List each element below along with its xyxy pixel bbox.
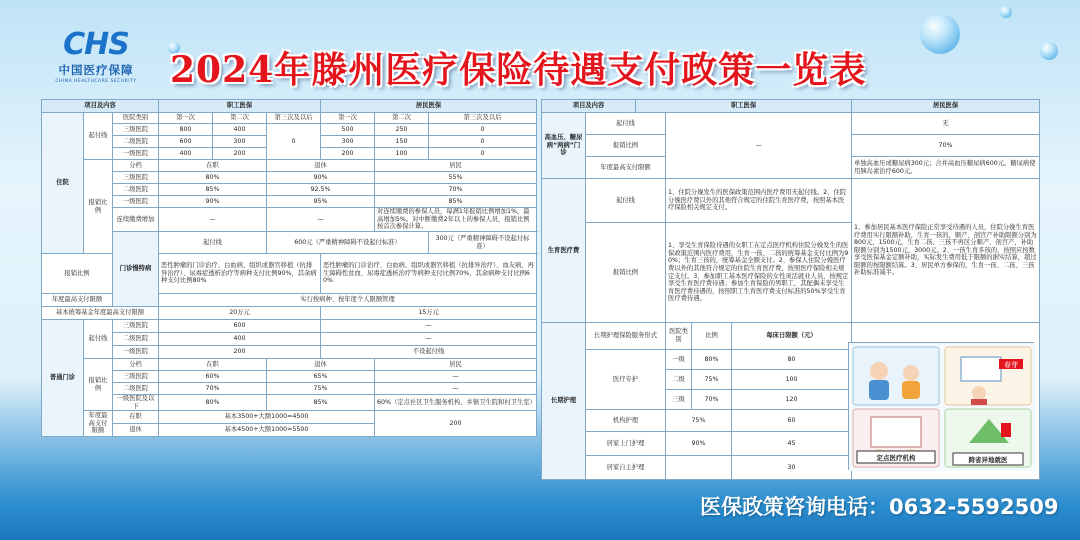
bubble-decoration <box>1040 42 1058 60</box>
dual-max-label: 年度最高支付限额 <box>586 157 666 179</box>
level-cell: 二级医院 <box>113 333 159 346</box>
chs-logo <box>46 27 146 90</box>
hdr-employee: 职工医保 <box>636 100 852 113</box>
value-cell: 65% <box>267 371 375 383</box>
split-level: 分档 <box>113 359 159 371</box>
split-retired: 退休 <box>267 160 375 172</box>
continuous-resident-text: 对连续缴费的参保人员，每满1年报销比例增加1%，最高增加5%。对中断缴费2年以上的参保人员，报销比例按首次参保计算。 <box>375 208 537 232</box>
hdr-resident: 居民医保 <box>321 100 537 113</box>
ltc-level: 二级 <box>666 370 692 390</box>
value-cell: 400 <box>159 148 213 160</box>
value-cell: 70% <box>375 184 537 196</box>
general-deductible-label: 起付线 <box>84 320 113 359</box>
value-cell: 200 <box>159 346 321 359</box>
ltc-home-label: 居家上门护理 <box>586 432 666 456</box>
chronic-ratio-label: 报销比例 <box>42 254 113 294</box>
value-cell: 250 <box>375 124 429 136</box>
fund-max-res: 15万元 <box>321 307 537 320</box>
split-level: 分档 <box>113 160 159 172</box>
max-value: 基本4500+大额1000=5500 <box>159 424 375 437</box>
left-policy-table <box>41 99 537 437</box>
chronic-label: 门诊慢特病 <box>113 232 159 307</box>
ltc-ratio: 75% <box>692 370 732 390</box>
level-cell: 三级医院 <box>113 172 159 184</box>
inpatient-deductible-label: 起付线 <box>84 113 113 160</box>
ltc-ratio-header: 比例 <box>692 323 732 350</box>
value-cell: 0 <box>429 148 537 160</box>
ltc-level: 一级 <box>666 350 692 370</box>
ltc-home-quota: 45 <box>732 432 852 456</box>
level-cell: 一级医院 <box>113 196 159 208</box>
chronic-max-value: 实行按病种、按年度个人限额管理 <box>159 294 537 307</box>
dual-ratio-res: 70% <box>852 135 1040 157</box>
logo-cn: 中国医疗保障 <box>58 63 134 77</box>
value-cell: 150 <box>375 136 429 148</box>
level-cell: 二级医院 <box>113 383 159 395</box>
logo-en: CHINA HEALTHCARE SECURITY <box>55 79 137 84</box>
dual-deductible-res: 无 <box>852 113 1040 135</box>
chronic-deductible-emp: 600元（严重精神障碍不设起付标准） <box>267 232 429 254</box>
value-cell: — <box>375 383 537 395</box>
illu-sign: 定点医疗机构 <box>876 454 916 462</box>
ltc-self-quota: 30 <box>732 456 852 480</box>
level-cell: 二级医院 <box>113 136 159 148</box>
ltc-quota: 120 <box>732 390 852 410</box>
birth-deductible-emp: 1、住院分娩发生的医保政策范围内医疗费用无起付线。2、住院分娩医疗费以外的其他符合规定的住院生育医疗费，按照基本医疗保险相关规定支付。 <box>666 179 852 223</box>
value-cell: 0 <box>429 124 537 136</box>
value-cell: 300 <box>321 136 375 148</box>
col-level: 医院类别 <box>113 113 159 124</box>
split-retired: 退休 <box>267 359 375 371</box>
birth-ratio-label: 报销比例 <box>586 223 666 323</box>
dual-deductible-label: 起付线 <box>586 113 666 135</box>
split-resident: 居民 <box>375 359 537 371</box>
value-cell: 85% <box>375 196 537 208</box>
level-cell: 三级医院 <box>113 124 159 136</box>
max-value: 基本3500+大额1000=4500 <box>159 411 375 424</box>
birth-label: 生育医疗费 <box>542 179 586 323</box>
logo-mark: CHS <box>63 27 129 62</box>
chronic-max-label: 年度最高支付限额 <box>42 294 113 307</box>
split-injob: 在职 <box>159 160 267 172</box>
value-cell: 92.5% <box>267 184 375 196</box>
chronic-ratio-res: 恶性肿瘤的门诊治疗、白血病、组织或器官移植（抗排异治疗）、血友病、再生障碍性贫血、尿毒症透析治疗等病种支付比例70%，其余病种支付比例60% <box>321 254 537 294</box>
ltc-inst-quota: 60 <box>732 410 852 432</box>
value-cell: 85% <box>159 184 267 196</box>
inpatient-label: 住院 <box>42 113 84 254</box>
value-cell: 0 <box>429 136 537 148</box>
split-injob: 在职 <box>159 359 267 371</box>
max-kind: 在职 <box>113 411 159 424</box>
inpatient-ratio-label: 报销比例 <box>84 160 113 254</box>
ltc-quota-header: 每床日限额（元） <box>732 323 852 350</box>
value-cell: — <box>321 333 537 346</box>
general-ratio-label: 报销比例 <box>84 359 113 411</box>
value-cell: 75% <box>267 383 375 395</box>
value-cell: — <box>321 320 537 333</box>
bubble-decoration <box>1000 6 1012 18</box>
ltc-cat-header: 医院类别 <box>666 323 692 350</box>
value-cell: 200 <box>213 148 267 160</box>
level-cell: 一级医院 <box>113 148 159 160</box>
value-cell: 800 <box>159 124 213 136</box>
ltc-inst-label: 机构护理 <box>586 410 666 432</box>
value-cell: 0 <box>267 124 321 160</box>
col-second: 第二次 <box>375 113 429 124</box>
ltc-ratio: 80% <box>692 350 732 370</box>
continuous-label: 连续缴费增加 <box>113 208 159 232</box>
value-cell: 500 <box>321 124 375 136</box>
value-cell: — <box>267 208 375 232</box>
max-kind: 退休 <box>113 424 159 437</box>
split-resident: 居民 <box>375 160 537 172</box>
dual-disease-label: 高血压、糖尿病“两病”门诊 <box>542 113 586 179</box>
value-cell: 100 <box>375 148 429 160</box>
chronic-deductible-label: 起付线 <box>159 232 267 254</box>
ltc-self-label: 居家自主护理 <box>586 456 666 480</box>
col-first: 第一次 <box>321 113 375 124</box>
hdr-item: 项目及内容 <box>542 100 636 113</box>
fund-max-emp: 20万元 <box>159 307 321 320</box>
fund-max-label: 基本统筹基金年度最高支付限额 <box>42 307 159 320</box>
hdr-item: 项目及内容 <box>42 100 159 113</box>
level-cell: 三级医院 <box>113 320 159 333</box>
level-cell: 二级医院 <box>113 184 159 196</box>
level-cell: 三级医院 <box>113 371 159 383</box>
consult-phone: 医保政策咨询电话：0632-5592509 <box>700 495 1059 519</box>
hdr-employee: 职工医保 <box>159 100 321 113</box>
ltc-label: 长期护理 <box>542 323 586 480</box>
dual-ratio-label: 报销比例 <box>586 135 666 157</box>
value-cell: 85% <box>267 395 375 411</box>
page-title: 2024年滕州医疗保险待遇支付政策一览表 <box>170 49 867 91</box>
illu-sign: 春芽 <box>1004 361 1018 369</box>
ltc-ratio: 70% <box>692 390 732 410</box>
bubble-decoration <box>920 14 960 54</box>
value-cell: 95% <box>267 196 375 208</box>
ltc-level: 三级 <box>666 390 692 410</box>
col-first: 第一次 <box>159 113 213 124</box>
value-cell: 60% <box>159 371 267 383</box>
value-cell: 400 <box>213 124 267 136</box>
value-cell: 90% <box>267 172 375 184</box>
ltc-inst-ratio: 75% <box>666 410 732 432</box>
general-max-res: 200 <box>375 411 537 437</box>
birth-deductible-label: 起付线 <box>586 179 666 223</box>
value-cell: 不设起付线 <box>321 346 537 359</box>
value-cell: 70% <box>159 383 267 395</box>
ltc-form-header: 长期护理保险服务形式 <box>586 323 666 350</box>
level-cell: 一级医院及以下 <box>113 395 159 411</box>
value-cell: — <box>375 371 537 383</box>
value-cell: 300 <box>213 136 267 148</box>
dual-emp-value: — <box>666 113 852 179</box>
col-third: 第三次及以后 <box>429 113 537 124</box>
value-cell: 55% <box>375 172 537 184</box>
ltc-home-ratio: 90% <box>666 432 732 456</box>
value-cell: 400 <box>159 333 321 346</box>
value-cell: 90% <box>159 196 267 208</box>
value-cell: 80% <box>159 172 267 184</box>
chronic-ratio-emp: 恶性肿瘤的门诊治疗、白血病、组织或器官移植（抗排异治疗）、尿毒症透析治疗等病种支付比例90%，其余病种支付比例80% <box>159 254 321 294</box>
general-max-label: 年度最高支付限额 <box>84 411 113 437</box>
birth-resident-text: 1、参加居民基本医疗保险正常享受待遇的人员，住院分娩生育医疗费用实行限额补助，生育一孩的，顺产、剖宫产补助限额分别为800元、1500元，生育二孩、三孩不再区分顺产、剖宫产，补助限额分别为1500元、3000元。2、一孩生育多孩的，按照应按数享受医保基金定额补助，实际发生费用低于限额的据实结算，超过限额的按限额结算。3、居民单方参保的，生育一孩、二孩、三孩补助标准减半。 <box>852 179 1040 323</box>
hdr-resident: 居民医保 <box>852 100 1040 113</box>
ltc-quota: 80 <box>732 350 852 370</box>
general-outpatient-label: 普通门诊 <box>42 320 84 437</box>
ltc-care-label: 医疗专护 <box>586 350 666 410</box>
dual-max-res: 单独高血压或糖尿病300元；合并高血压糖尿病600元。糖尿病使用胰岛素治疗600元。 <box>852 157 1040 179</box>
level-cell: 一级医院 <box>113 346 159 359</box>
value-cell: 600 <box>159 320 321 333</box>
birth-ratio-emp: 1、享受生育保险待遇的女职工在定点医疗机构住院分娩发生的医保政策范围内医疗费用，生育一孩、二孩的统筹基金支付比例为90%；生育三孩的，统筹基金全额支付。2、参保人住院分娩医疗费以外的其他符合规定的住院生育医疗费，按照医疗保险相关规定支付。3、参加职工基本医疗保险的女性灵活就业人员，按规定享受生育医疗费待遇；参加生育保险的男职工，其配偶未享受生育医疗费待遇的，按照职工生育医疗费支付标准的50%享受生育医疗费待遇。 <box>666 223 852 323</box>
col-second: 第二次 <box>213 113 267 124</box>
healthcare-illustration <box>848 342 1034 470</box>
value-cell: 80% <box>159 395 267 411</box>
ltc-quota: 100 <box>732 370 852 390</box>
value-cell: — <box>159 208 267 232</box>
illu-sign: 跨省异地就医 <box>968 456 1008 464</box>
chronic-deductible-res: 300元（严重精神障碍不设起付标准） <box>429 232 537 254</box>
col-third: 第三次及以后 <box>267 113 321 124</box>
value-cell: 200 <box>321 148 375 160</box>
value-cell: 60%（定点社区卫生服务机构、乡镇卫生院和村卫生室） <box>375 395 537 411</box>
value-cell: 600 <box>159 136 213 148</box>
